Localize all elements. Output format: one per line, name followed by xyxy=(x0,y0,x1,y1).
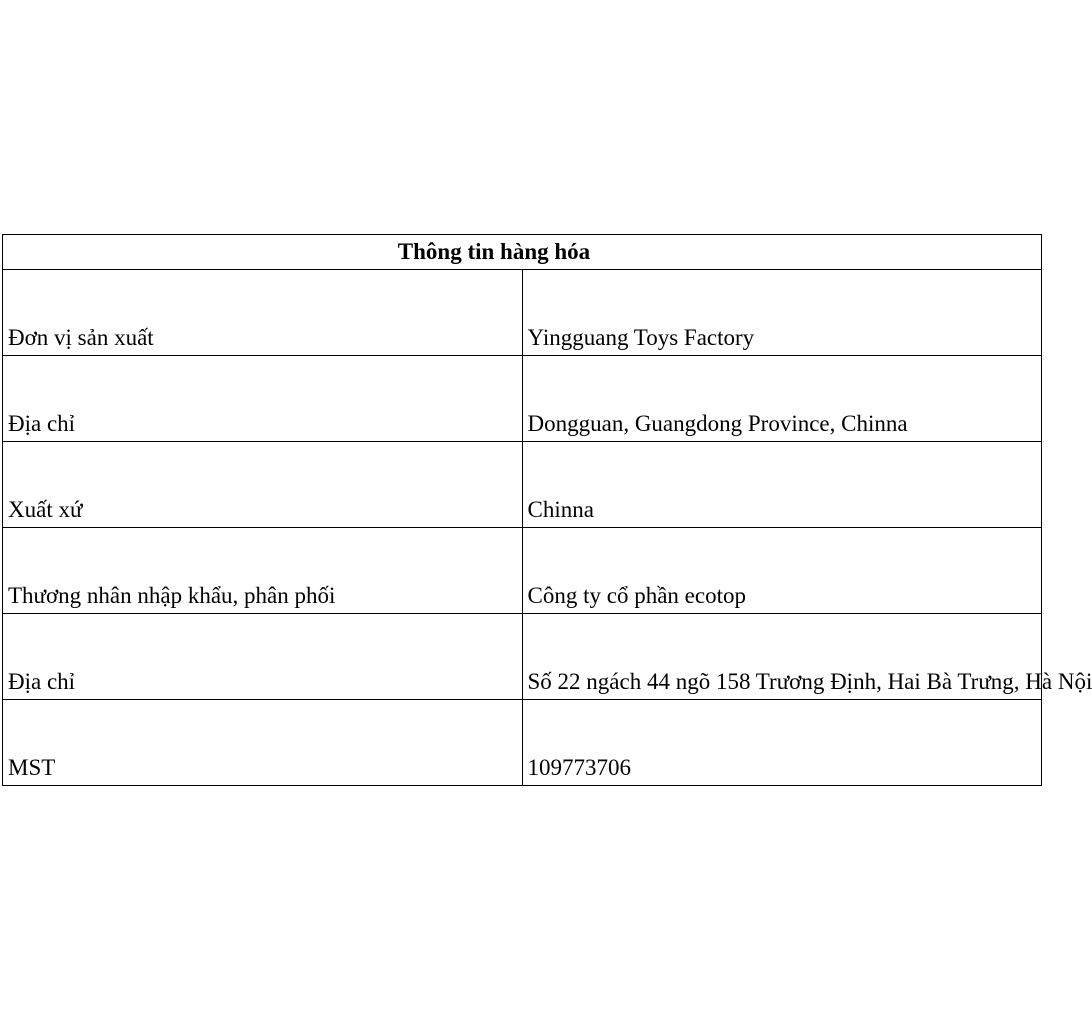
table-row-tax-code xyxy=(3,700,1042,786)
row-label: Địa chỉ xyxy=(8,411,76,436)
table-title: Thông tin hàng hóa xyxy=(397,239,591,264)
row-label: MST xyxy=(8,755,56,780)
label-cell xyxy=(3,270,523,356)
table-row-importer-address xyxy=(3,614,1042,700)
table-title-cell xyxy=(3,235,1042,270)
table-header-row xyxy=(3,235,1042,270)
product-info-table xyxy=(2,234,1092,786)
table-row-origin xyxy=(3,442,1042,528)
label-cell xyxy=(3,614,523,700)
value-cell xyxy=(522,614,1092,700)
row-value: Yingguang Toys Factory xyxy=(527,325,755,350)
value-cell xyxy=(522,528,1042,614)
value-cell xyxy=(522,442,1042,528)
row-label: Xuất xứ xyxy=(8,497,83,522)
row-label: Thương nhân nhập khẩu, phân phối xyxy=(8,583,336,608)
row-label: Đơn vị sản xuất xyxy=(8,325,154,350)
row-value: Dongguan, Guangdong Province, Chinna xyxy=(527,411,908,436)
row-value: Công ty cổ phần ecotop xyxy=(527,583,746,608)
row-value: Chinna xyxy=(527,497,594,522)
row-value: 109773706 xyxy=(527,755,631,780)
value-cell xyxy=(522,700,1042,786)
table-row-importer xyxy=(3,528,1042,614)
label-cell xyxy=(3,442,523,528)
row-value: Số 22 ngách 44 ngõ 158 Trương Định, Hai Bà Trưng, Hà Nội xyxy=(527,669,1092,694)
label-cell xyxy=(3,700,523,786)
label-cell xyxy=(3,356,523,442)
value-cell xyxy=(522,356,1042,442)
label-cell xyxy=(3,528,523,614)
table-row-manufacturer xyxy=(3,270,1042,356)
table-row-manufacturer-address xyxy=(3,356,1042,442)
value-cell xyxy=(522,270,1042,356)
row-label: Địa chỉ xyxy=(8,669,76,694)
